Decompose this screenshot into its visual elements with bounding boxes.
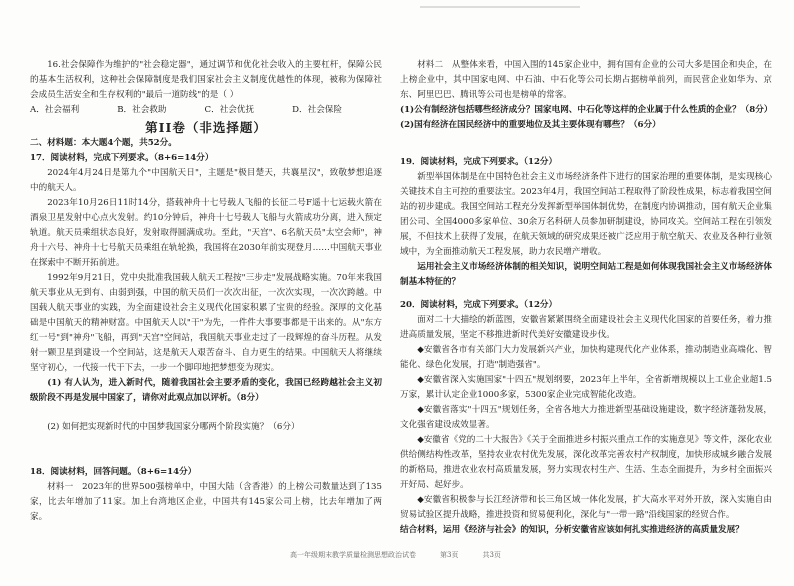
question-16-options — [30, 103, 382, 118]
question-19-header: 19．阅读材料，完成下列要求。（12分） — [400, 157, 558, 167]
q18-subquestion-1: (1)公有制经济包括哪些经济成分？国家电网、中石化等这样的企业属于什么性质的企业？（8分） — [400, 105, 773, 115]
q20-bullet-1: ◆安徽省各市有关部门大力发展新兴产业，加快构建现代化产业体系，推动制造业高端化、智能化、绿色化发展，打造"制造强省"。 — [400, 345, 772, 370]
q17-subquestion-2: (2) 如何把实现新时代的中国梦我国家分哪两个阶段实施？（6分） — [47, 422, 300, 432]
q20-bullet-2: ◆安徽省深入实施国家"十四五"规划纲要，2023年上半年，全省新增规模以上工业企业超1.5万家，累计认定企业1000多家，5300家企业完成智能化改造。 — [400, 375, 772, 400]
option-c: C．社会优抚 — [204, 105, 255, 115]
q17-subquestion-1: (1) 有人认为，进入新时代，随着我国社会主要矛盾的变化，我国已经跨越社会主义初级阶段不再是发展中国家了，请你对此观点加以评析。（8分） — [30, 378, 382, 403]
q19-task: 运用社会主义市场经济体制的相关知识，说明空间站工程是如何体现我国社会主义市场经济体制基本特征的？ — [400, 262, 772, 287]
scan-mark — [420, 6, 580, 8]
q20-task: 结合材料，运用《经济与社会》的知识，分析安徽省应该如何扎实推进经济的高质量发展？ — [400, 525, 744, 535]
option-a: A．社会福利 — [30, 105, 80, 115]
footer-total-pages: 共3页 — [482, 551, 501, 559]
q18-subquestion-2: (2)国有经济在国民经济中的重要地位及其主要体现有哪些？（6分） — [400, 120, 661, 130]
option-b: B．社会救助 — [117, 105, 167, 115]
q18-material-2: 材料二 从整体来看，中国入围的145家企业中，拥有国有企业的公司大多是国企和央企，在上榜企业中，其中国家电网、中石油、中石化等公司长期占据榜单前列，而民营企业如华为、京东、阿里巴巴、腾讯等公司也是榜单的常客。 — [400, 60, 772, 100]
q18-material-1: 材料一 2023年的世界500强榜单中，中国大陆（含香港）的上榜公司数量达到了135家，比去年增加了11家。加上台湾地区企业，中国共有145家公司上榜，比去年增加了两家。 — [30, 482, 382, 522]
q20-bullet-5: ◆安徽省积极参与长江经济带和长三角区域一体化发展，扩大高水平对外开放，深入实施自由贸易试验区提升战略，推进投资和贸易便利化，深化与"一带一路"沿线国家的经贸合作。 — [400, 495, 772, 520]
footer-exam-name: 高一年级期末教学质量检测思想政治试卷 — [290, 551, 416, 559]
question-20-header: 20．阅读材料，完成下列要求。（12分） — [400, 300, 558, 310]
question-17-header: 17．阅读材料，完成下列要求。（8+6=14分） — [30, 153, 214, 163]
question-16: 16.社会保障作为维护的"社会稳定器"，通过调节和优化社会收入的主要杠杆，保障公民的基本生活权利，这种社会保障制度是我们国家社会主义制度优越性的体现，被称为保障社会成员生活安全和生存权利的"最后一道防线"的是（ ） — [30, 60, 382, 100]
q20-bullet-4: ◆安徽省《党的二十大报告》《关于全面推进乡村振兴重点工作的实施意见》等文件，深化农业供给侧结构性改革，坚持农业农村优先发展，深化改革完善农村产权制度，加快形成城乡融合发展的新格局，推进农业农村高质量发展，努力实现农村生产、生活、生态全面提升，为乡村全面振兴开好局、起好步。 — [400, 435, 772, 490]
option-d: D．社会保险 — [292, 105, 342, 115]
q17-paragraph-1: 2024年4月24日是第九个"中国航天日"，主题是"极目楚天，共襄星汉"，致敬梦想追逐中的航天人。 — [30, 168, 382, 193]
q20-bullet-3: ◆安徽省落实"十四五"规划任务，全省各地大力推进新型基础设施建设，数字经济蓬勃发展，文化强省建设成效显著。 — [400, 405, 772, 430]
q19-paragraph: 新型举国体制是在中国特色社会主义市场经济条件下进行的国家治理的重要体制，是实现核心关键技术自主可控的重要法宝。2023年4月，我国空间站工程取得了阶段性成果，标志着我国空间站的初步建成。我国空间站工程充分发挥新型举国体制优势，在制度内协调推动，国有航天企业集团公司、全国4000多家单位、30余万名科研人员参加研制建设，协同攻关。空间站工程在引领发展，不但技术上获得了发展，在航天领域的研究成果还被广泛应用于航空航天、农业及各种行业领域中，为全面推动航天工程发展，助力农民增产增收。 — [400, 172, 772, 257]
question-18-header: 18．阅读材料，回答问题。（8+6=14分） — [30, 467, 197, 477]
footer-page-number: 第3页 — [440, 551, 459, 559]
q17-paragraph-2: 2023年10月26日11时14分，搭载神舟十七号载人飞船的长征二号F遥十七运载火箭在酒泉卫星发射中心点火发射。约10分钟后，神舟十七号载人飞船与火箭成功分离，进入预定轨道。航天员乘组状态良好，发射取得圆满成功。至此，"天宫"、6名航天员"太空会师"，神舟十六号、神舟十七号航天员乘组在轨轮换，我国将在2030年前实现登月……中国航天事业在探索中不断开拓前进。 — [30, 198, 382, 268]
part2-header: 二、材料题：本大题4个题，共52分。 — [30, 138, 177, 148]
q17-paragraph-3: 1992年9月21日，党中央批准我国载人航天工程按"三步走"发展战略实施。70年来我国航天事业从无到有、由弱到强，中国的航天员们一次次出征，一次次实现，一次次跨越。中国载人航天事业的实践，为全面建设社会主义现代化国家积累了宝贵的经验。深厚的文化基础是中国航天的精神财富。中国航天人以"干"为先，一件件大事要事都是干出来的。从"东方红一号"到"神舟"飞船，再到"天宫"空间站，我国航天事业走过了一段辉煌的奋斗历程。从发射一颗卫星到建设一个空间站，这是航天人艰苦奋斗、自力更生的结果。中国航天人将继续坚守初心，一代接一代干下去，一步一个脚印地把梦想变为现实。 — [30, 273, 382, 373]
section-title: 第II卷（非选择题） — [145, 120, 267, 135]
left-column — [30, 58, 382, 525]
page-footer — [290, 550, 540, 560]
right-column — [400, 58, 772, 538]
q20-intro: 面对二十大描绘的新蓝图，安徽省紧紧围绕全面建设社会主义现代化国家的首要任务，着力推进高质量发展，坚定不移推进新时代美好安徽建设步伐。 — [400, 315, 772, 340]
